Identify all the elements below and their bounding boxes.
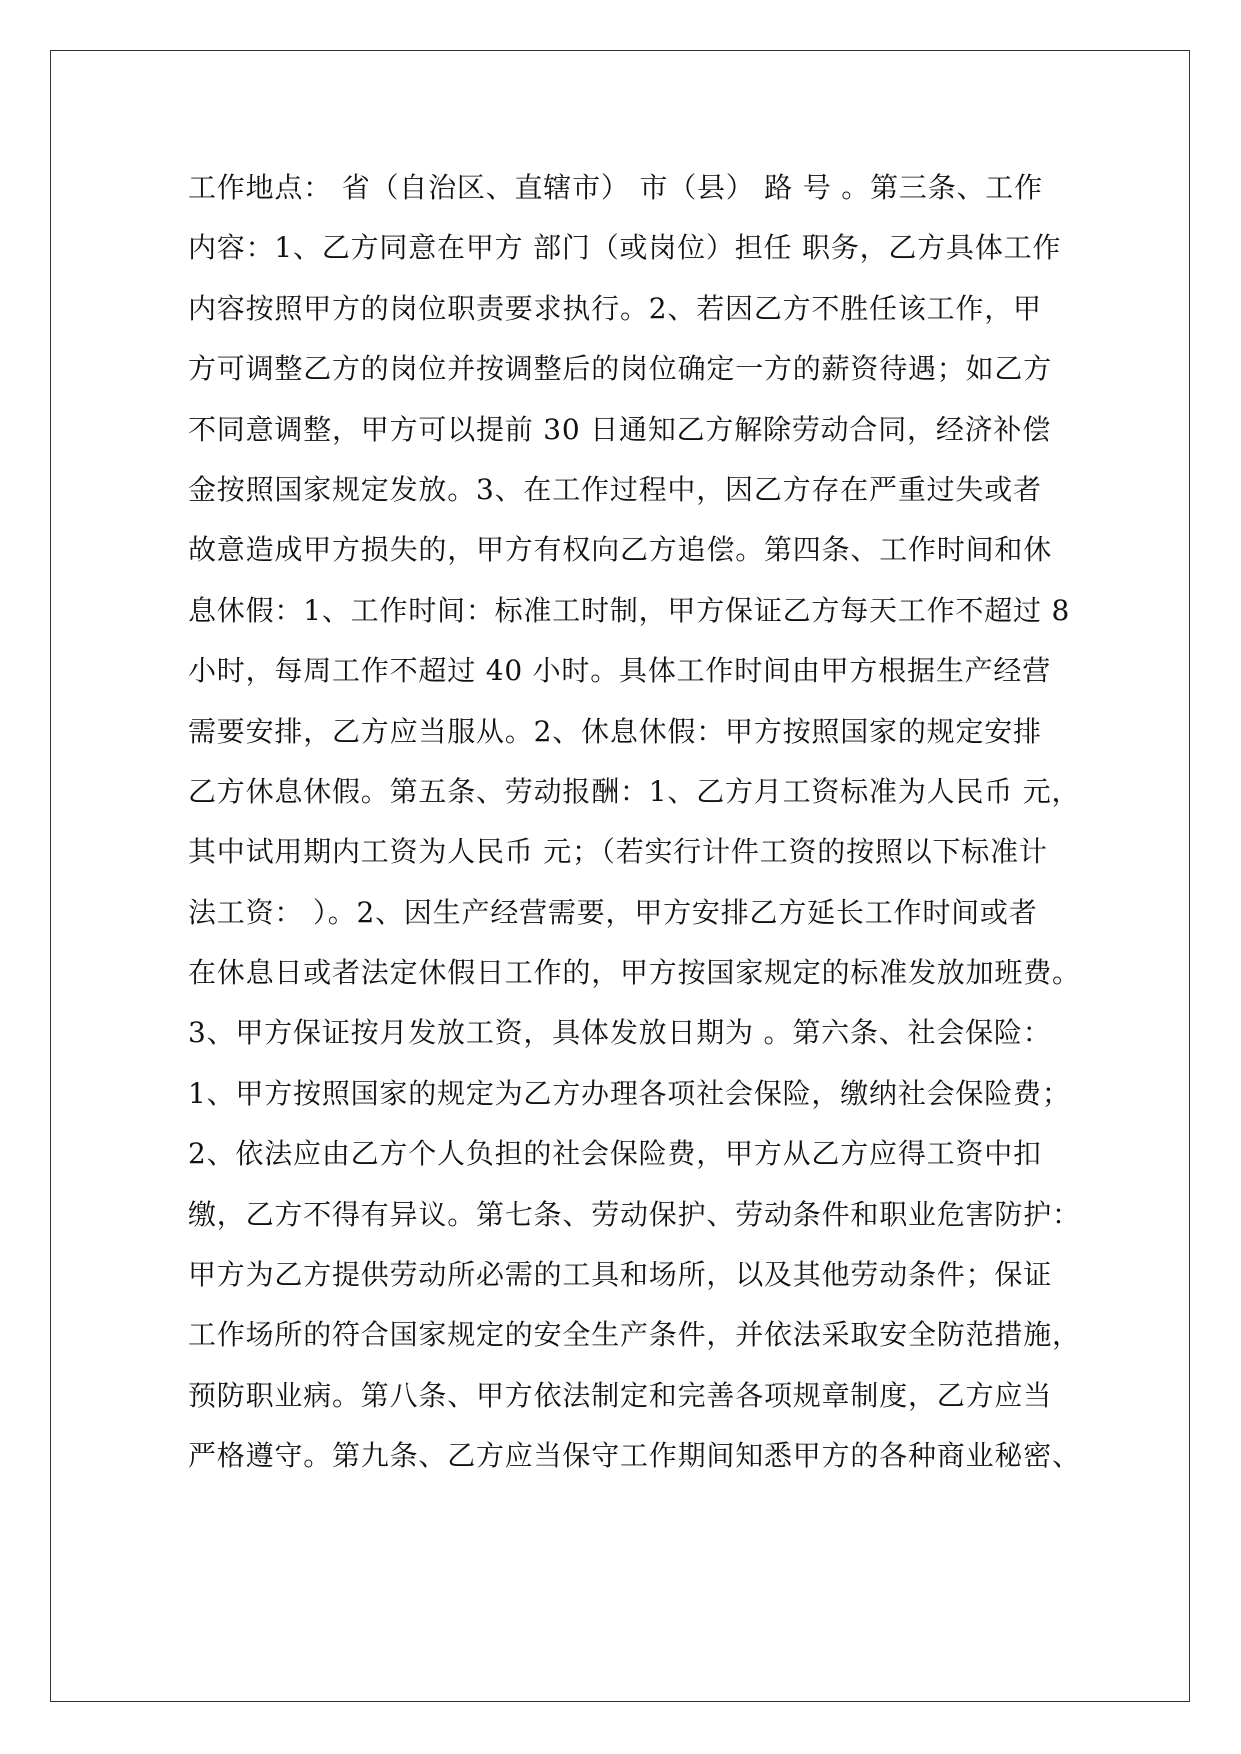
text-line: 工作场所的符合国家规定的安全生产条件，并依法采取安全防范措施，	[188, 1318, 1081, 1352]
text-line: 内容按照甲方的岗位职责要求执行。2、若因乙方不胜任该工作，甲	[188, 291, 1042, 325]
text-line: 需要安排，乙方应当服从。2、休息休假：甲方按照国家的规定安排	[188, 714, 1042, 748]
text-line: 工作地点： 省（自治区、直辖市） 市（县） 路 号 。第三条、工作	[188, 171, 1043, 204]
text-line: 息休假：1、工作时间：标准工时制，甲方保证乙方每天工作不超过 8	[188, 593, 1071, 627]
text-line: 1、甲方按照国家的规定为乙方办理各项社会保险，缴纳社会保险费；	[188, 1076, 1071, 1110]
text-line: 方可调整乙方的岗位并按调整后的岗位确定一方的薪资待遇；如乙方	[188, 352, 1053, 386]
text-line: 在休息日或者法定休假日工作的，甲方按国家规定的标准发放加班费。	[188, 956, 1081, 990]
text-line: 严格遵守。第九条、乙方应当保守工作期间知悉甲方的各种商业秘密、	[188, 1439, 1081, 1473]
text-line: 其中试用期内工资为人民币 元；（若实行计件工资的按照以下标准计	[188, 835, 1048, 869]
text-line: 法工资： ）。2、因生产经营需要，甲方安排乙方延长工作时间或者	[188, 895, 1038, 929]
text-line: 金按照国家规定发放。3、在工作过程中，因乙方存在严重过失或者	[188, 472, 1042, 506]
text-line: 甲方为乙方提供劳动所必需的工具和场所，以及其他劳动条件；保证	[188, 1258, 1053, 1292]
text-line: 3、甲方保证按月发放工资，具体发放日期为 。第六条、社会保险：	[188, 1016, 1052, 1050]
text-line: 小时，每周工作不超过 40 小时。具体工作时间由甲方根据生产经营	[188, 654, 1052, 688]
contract-body	[188, 158, 1081, 1487]
text-line: 2、依法应由乙方个人负担的社会保险费，甲方从乙方应得工资中扣	[188, 1137, 1042, 1171]
text-line: 不同意调整，甲方可以提前 30 日通知乙方解除劳动合同，经济补偿	[188, 412, 1052, 446]
text-line: 缴，乙方不得有异议。第七条、劳动保护、劳动条件和职业危害防护：	[188, 1197, 1081, 1231]
text-line: 预防职业病。第八条、甲方依法制定和完善各项规章制度，乙方应当	[188, 1378, 1053, 1412]
text-line: 乙方休息休假。第五条、劳动报酬：1、乙方月工资标准为人民币 元，	[188, 774, 1081, 808]
text-line: 故意造成甲方损失的，甲方有权向乙方追偿。第四条、工作时间和休	[188, 533, 1053, 567]
text-line: 内容：1、乙方同意在甲方 部门（或岗位）担任 职务，乙方具体工作	[188, 231, 1062, 265]
